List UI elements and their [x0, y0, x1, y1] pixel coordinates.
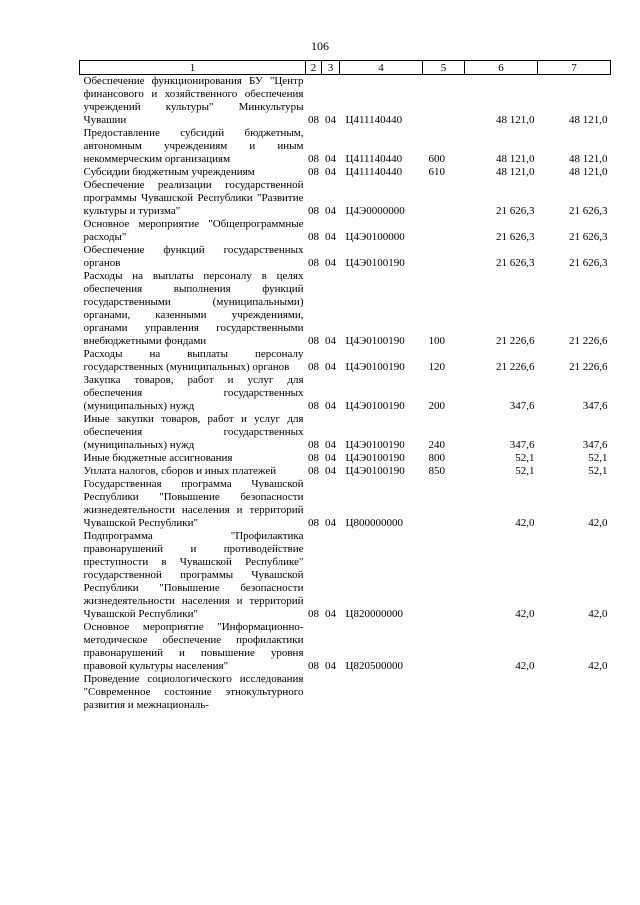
section-code: 08: [308, 205, 319, 217]
target-article-code: Ц4Э0100190: [345, 400, 405, 412]
section-code: 08: [308, 114, 319, 126]
target-article-code: Ц4Э0100190: [345, 361, 405, 373]
expense-type-code: 120: [428, 361, 445, 373]
amount-column-6: 42,0: [515, 517, 535, 529]
row-description: Расходы на выплаты персоналу в целях обеспечения выполнения функций государственными (муниципальными) органами, казенными учреждениями, органами управления государственными внебюджетными фондами: [83, 270, 304, 347]
table-row: [80, 179, 611, 218]
subsection-code: 04: [325, 465, 336, 477]
subsection-code: 04: [325, 452, 336, 464]
amount-column-7: 42,0: [588, 608, 608, 620]
subsection-code: 04: [325, 400, 336, 412]
amount-column-7: 21 226,6: [569, 361, 608, 373]
subsection-code: 04: [325, 608, 336, 620]
expense-type-code: 600: [428, 153, 445, 165]
row-description: Обеспечение функций государственных органов: [83, 244, 304, 269]
section-code: 08: [308, 439, 319, 451]
expense-type-code: [423, 530, 465, 621]
section-code: [306, 673, 322, 712]
amount-column-7: 42,0: [588, 660, 608, 672]
section-code: 08: [308, 361, 319, 373]
column-header: 3: [322, 61, 340, 75]
table-body: [80, 75, 611, 713]
row-description: Обеспечение функционирования БУ "Центр финансового и хозяйственного обеспечения учреждений культуры" Минкультуры Чувашии: [83, 75, 304, 126]
expense-type-code: [423, 179, 465, 218]
amount-column-6: 52,1: [515, 452, 535, 464]
amount-column-7: 21 226,6: [569, 335, 608, 347]
table-row: [80, 530, 611, 621]
row-description: Расходы на выплаты персоналу государственных (муниципальных) органов: [83, 348, 304, 373]
column-header: 4: [340, 61, 423, 75]
row-description: Основное мероприятие "Общепрограммные расходы": [83, 218, 304, 243]
expense-type-code: 800: [428, 452, 445, 464]
target-article-code: Ц411140440: [345, 153, 403, 165]
expense-type-code: 240: [428, 439, 445, 451]
amount-column-6: 48 121,0: [496, 166, 535, 178]
table-row: [80, 673, 611, 712]
subsection-code: 04: [325, 335, 336, 347]
row-description: Закупка товаров, работ и услуг для обеспечения государственных (муниципальных) нужд: [83, 374, 304, 412]
subsection-code: [322, 673, 340, 712]
row-description: Иные закупки товаров, работ и услуг для обеспечения государственных (муниципальных) нужд: [83, 413, 304, 451]
amount-column-6: 52,1: [515, 465, 535, 477]
subsection-code: 04: [325, 231, 336, 243]
expense-type-code: [423, 244, 465, 270]
table-row: [80, 166, 611, 179]
budget-table: [79, 60, 611, 712]
target-article-code: Ц4Э0100190: [345, 439, 405, 451]
section-code: 08: [308, 660, 319, 672]
target-article-code: Ц4Э0100190: [345, 452, 405, 464]
row-description: Субсидии бюджетным учреждениям: [83, 166, 255, 178]
expense-type-code: 100: [428, 335, 445, 347]
amount-column-6: 42,0: [515, 660, 535, 672]
table-row: [80, 374, 611, 413]
amount-column-6: 21 226,6: [496, 361, 535, 373]
subsection-code: 04: [325, 660, 336, 672]
section-code: 08: [308, 400, 319, 412]
table-row: [80, 75, 611, 128]
amount-column-6: 48 121,0: [496, 114, 535, 126]
subsection-code: 04: [325, 114, 336, 126]
section-code: 08: [308, 335, 319, 347]
target-article-code: Ц4Э0000000: [345, 205, 405, 217]
target-article-code: Ц800000000: [345, 517, 403, 529]
amount-column-7: 42,0: [588, 517, 608, 529]
expense-type-code: [423, 673, 465, 712]
target-article-code: Ц411140440: [345, 114, 403, 126]
table-row: [80, 348, 611, 374]
target-article-code: Ц820500000: [345, 660, 403, 672]
amount-column-6: 21 626,3: [496, 205, 535, 217]
row-description: Проведение социологического исследования "Современное состояние этнокультурного развития и межнациональ-: [83, 673, 304, 711]
page-number: 106: [311, 39, 329, 53]
target-article-code: Ц820000000: [345, 608, 403, 620]
expense-type-code: [423, 621, 465, 673]
amount-column-6: 347,6: [509, 439, 535, 451]
row-description: Основное мероприятие "Информационно-методическое обеспечение профилактики правонарушений и повышение уровня правовой культуры населения": [83, 621, 304, 672]
row-description: Предоставление субсидий бюджетным, автономным учреждениям и иным некоммерческим организациям: [83, 127, 304, 165]
table-row: [80, 413, 611, 452]
expense-type-code: [423, 478, 465, 530]
table-row: [80, 127, 611, 166]
expense-type-code: 850: [428, 465, 445, 477]
section-code: 08: [308, 608, 319, 620]
expense-type-code: [423, 218, 465, 244]
amount-column-6: 21 226,6: [496, 335, 535, 347]
amount-column-7: 52,1: [588, 465, 608, 477]
section-code: 08: [308, 452, 319, 464]
subsection-code: 04: [325, 361, 336, 373]
expense-type-code: 610: [428, 166, 445, 178]
table-row: [80, 478, 611, 530]
table-row: [80, 270, 611, 348]
target-article-code: [340, 673, 423, 712]
row-description: Подпрограмма "Профилактика правонарушений и противодействие преступности в Чувашской Республике" государственной программы Чувашской Республики "Повышение безопасности жизнедеятельности населения и территорий Чувашской Республики": [83, 530, 304, 620]
table-header-row: [80, 61, 611, 75]
target-article-code: Ц4Э0100190: [345, 465, 405, 477]
section-code: 08: [308, 517, 319, 529]
amount-column-6: 21 626,3: [496, 231, 535, 243]
row-description: Обеспечение реализации государственной программы Чувашской Республики "Развитие культуры и туризма": [83, 179, 304, 217]
subsection-code: 04: [325, 205, 336, 217]
amount-column-7: 21 626,3: [569, 257, 608, 269]
expense-type-code: [423, 75, 465, 128]
subsection-code: 04: [325, 153, 336, 165]
section-code: 08: [308, 231, 319, 243]
target-article-code: Ц4Э0100000: [345, 231, 405, 243]
column-header: 2: [306, 61, 322, 75]
subsection-code: 04: [325, 166, 336, 178]
column-header: 5: [423, 61, 465, 75]
expense-type-code: 200: [428, 400, 445, 412]
amount-column-7: [538, 673, 611, 712]
row-description: Государственная программа Чувашской Республики "Повышение безопасности жизнедеятельности населения и территорий Чувашской Республики": [83, 478, 304, 529]
table-row: [80, 218, 611, 244]
amount-column-6: 21 626,3: [496, 257, 535, 269]
amount-column-7: 48 121,0: [569, 114, 608, 126]
column-header: 6: [465, 61, 538, 75]
table-row: [80, 244, 611, 270]
target-article-code: Ц4Э0100190: [345, 257, 405, 269]
subsection-code: 04: [325, 517, 336, 529]
target-article-code: Ц4Э0100190: [345, 335, 405, 347]
amount-column-6: 347,6: [509, 400, 535, 412]
amount-column-7: 347,6: [582, 400, 608, 412]
table-row: [80, 465, 611, 478]
section-code: 08: [308, 465, 319, 477]
amount-column-7: 48 121,0: [569, 153, 608, 165]
table-row: [80, 621, 611, 673]
section-code: 08: [308, 166, 319, 178]
amount-column-6: 42,0: [515, 608, 535, 620]
target-article-code: Ц411140440: [345, 166, 403, 178]
section-code: 08: [308, 153, 319, 165]
column-header: 7: [538, 61, 611, 75]
row-description: Уплата налогов, сборов и иных платежей: [83, 465, 277, 477]
subsection-code: 04: [325, 439, 336, 451]
section-code: 08: [308, 257, 319, 269]
amount-column-7: 21 626,3: [569, 205, 608, 217]
amount-column-7: 48 121,0: [569, 166, 608, 178]
amount-column-7: 52,1: [588, 452, 608, 464]
subsection-code: 04: [325, 257, 336, 269]
amount-column-7: 347,6: [582, 439, 608, 451]
row-description: Иные бюджетные ассигнования: [83, 452, 233, 464]
amount-column-6: [465, 673, 538, 712]
column-header: 1: [80, 61, 306, 75]
amount-column-7: 21 626,3: [569, 231, 608, 243]
table-row: [80, 452, 611, 465]
amount-column-6: 48 121,0: [496, 153, 535, 165]
